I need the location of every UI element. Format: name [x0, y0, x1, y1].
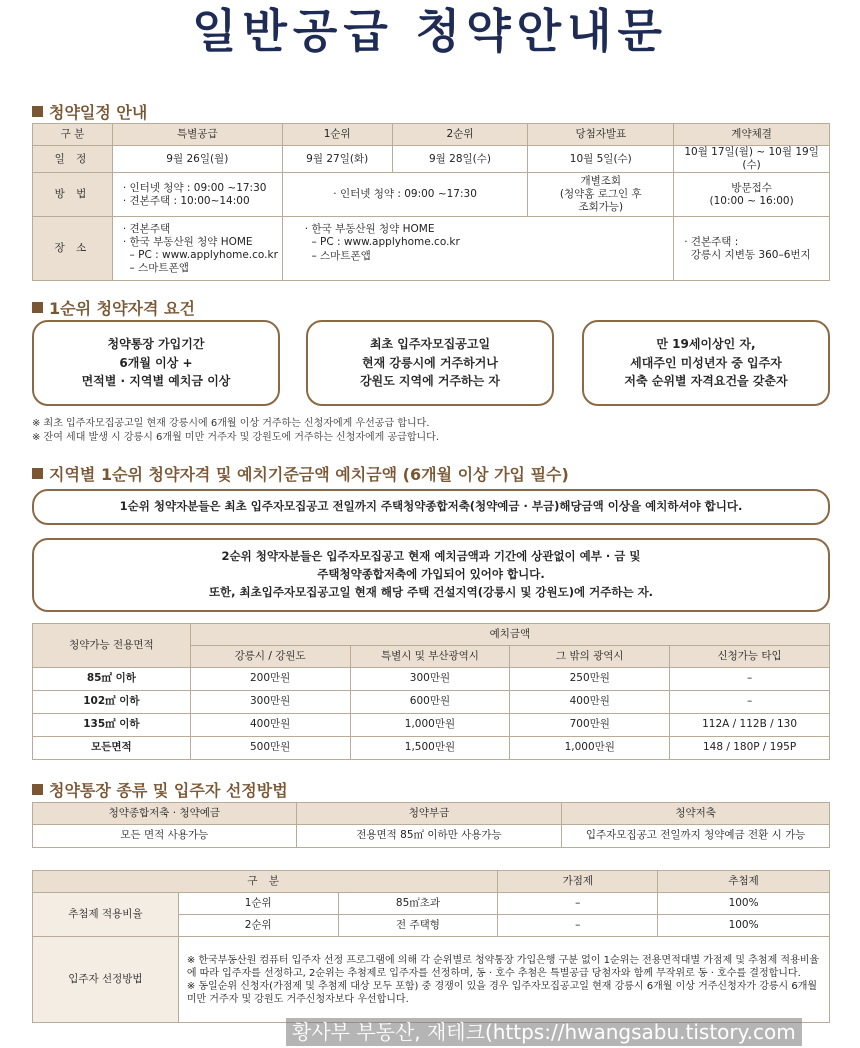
- ratio-label: 추첨제 적용비율: [33, 893, 179, 937]
- qualification-box-1: 청약통장 가입기간 6개월 이상 + 면적별 · 지역별 예치금 이상: [32, 320, 280, 406]
- sub-header: 강릉시 / 강원도: [190, 646, 350, 668]
- square-bullet-icon: [32, 302, 43, 313]
- date-cell: 9월 26일(월): [112, 146, 282, 173]
- area-cell: 85㎡ 이하: [33, 668, 191, 691]
- square-bullet-icon: [32, 106, 43, 117]
- date-cell: 10월 17일(월) ~ 10월 19일(수): [674, 146, 830, 173]
- type-cell: 전 주택형: [338, 915, 498, 937]
- amount-cell: 1,500만원: [350, 737, 510, 760]
- amount-cell: 600만원: [350, 691, 510, 714]
- section-qualification-heading: [32, 296, 195, 319]
- section-schedule-heading: [32, 100, 147, 123]
- method-line: · 인터넷 청약 : 09:00 ~17:30: [122, 181, 267, 194]
- area-cell: 135㎡ 이하: [33, 714, 191, 737]
- header-cell: 당첨자발표: [528, 124, 674, 146]
- section-label: 청약일정 안내: [49, 103, 148, 122]
- area-cell: 모든면적: [33, 737, 191, 760]
- section-label: 1순위 청약자격 요건: [49, 299, 195, 318]
- type-cell: 85㎡초과: [338, 893, 498, 915]
- method-text-cell: [178, 937, 829, 1023]
- schedule-table: [32, 123, 830, 281]
- table-row: [33, 714, 830, 737]
- header-cell: 1순위: [282, 124, 392, 146]
- qualification-note: ※ 잔여 세대 발생 시 강릉시 6개월 미만 거주자 및 강원도에 거주하는 신청자에게 공급합니다.: [32, 432, 440, 443]
- deposit-box-second-rank: 2순위 청약자분들은 입주자모집공고 현재 예치금액과 기간에 상관없이 예부 · 금 및 주택청약종합저축에 가입되어 있어야 합니다. 또한, 최초입주자모집공고일 현재 해당 주택 건설지역(강릉시 및 강원도)에 거주하는 자.: [32, 538, 830, 612]
- amount-cell: 1,000만원: [350, 714, 510, 737]
- method-line: · 견본주택 : 10:00~14:00: [122, 194, 250, 207]
- deposit-box-first-rank: 1순위 청약자분들은 최초 입주자모집공고 전일까지 주택청약종합저축(청약예금 · 부금)해당금액 이상을 예치하셔야 합니다.: [32, 489, 830, 525]
- qualification-box-3: 만 19세이상인 자, 세대주인 미성년자 중 입주자 저축 순위별 자격요건을 갖춘자: [582, 320, 830, 406]
- place-contract-cell: · 견본주택 : 강릉시 지변동 360–6번지: [674, 217, 830, 281]
- amount-cell: 700만원: [510, 714, 670, 737]
- header-cell: 구 분: [33, 124, 113, 146]
- type-cell: –: [670, 691, 830, 714]
- sub-header: 특별시 및 부산광역시: [350, 646, 510, 668]
- rank-cell: 2순위: [178, 915, 338, 937]
- lottery-cell: 100%: [658, 915, 830, 937]
- sub-header: 그 밖의 광역시: [510, 646, 670, 668]
- section-label: 지역별 1순위 청약자격 및 예치기준금액 예치금액 (6개월 이상 가입 필수): [49, 465, 569, 484]
- date-cell: 9월 27일(화): [282, 146, 392, 173]
- method-paragraph: ※ 한국부동산원 컴퓨터 입주자 선정 프로그램에 의해 각 순위별로 청약통장 가입은행 구분 없이 1순위는 전용면적대별 가점제 및 추첨제 적용비율에 따라 입주자를 선정하고, 2순위는 추첨제로 입주자를 선정하며, 동 · 호수 추첨은 특별공급 당첨자와 함께 무작위로 동 · 호수를 결정합니다.: [186, 954, 820, 979]
- table-row: [33, 691, 830, 714]
- watermark: 황사부 부동산, 재테크(https://hwangsabu.tistory.com: [286, 1018, 802, 1046]
- table-row: [33, 737, 830, 760]
- table-row: [33, 893, 830, 915]
- header-cell: 2순위: [392, 124, 528, 146]
- square-bullet-icon: [32, 468, 43, 479]
- place-rank-cell: · 한국 부동산원 청약 HOME – PC : www.applyhome.co.kr – 스마트폰앱: [282, 217, 673, 281]
- sub-header: 신청가능 타입: [670, 646, 830, 668]
- section-deposit-heading: [32, 462, 569, 485]
- area-cell: 102㎡ 이하: [33, 691, 191, 714]
- rank-cell: 1순위: [178, 893, 338, 915]
- section-account-heading: [32, 778, 288, 801]
- amount-header: 예치금액: [190, 624, 829, 646]
- selection-table: [32, 870, 830, 1023]
- account-value: 모든 면적 사용가능: [33, 825, 297, 848]
- deposit-table: [32, 623, 830, 760]
- method-winner-cell: 개별조회 (청약홈 로그인 후 조회가능): [528, 173, 674, 217]
- method-special-cell: [112, 173, 282, 217]
- type-cell: 112A / 112B / 130: [670, 714, 830, 737]
- account-header: 청약종합저축 · 청약예금: [33, 803, 297, 825]
- account-table: [32, 802, 830, 848]
- row-label: 방 법: [33, 173, 113, 217]
- method-label: 입주자 선정방법: [33, 937, 179, 1023]
- page-title: 일반공급 청약안내문: [192, 4, 668, 58]
- method-paragraph: ※ 동일순위 신청자(가점제 및 추첨제 대상 모두 포함) 중 경쟁이 있을 경우 입주자모집공고일 현재 강릉시 6개월 이상 거주신청자가 강릉시 6개월 미만 거주자 및 강원도 거주신청자보다 우선합니다.: [186, 980, 818, 1005]
- account-header: 청약부금: [296, 803, 562, 825]
- method-contract-cell: 방문접수 (10:00 ~ 16:00): [674, 173, 830, 217]
- header-cell: 특별공급: [112, 124, 282, 146]
- date-cell: 10월 5일(수): [528, 146, 674, 173]
- square-bullet-icon: [32, 784, 43, 795]
- point-cell: –: [498, 893, 658, 915]
- point-cell: –: [498, 915, 658, 937]
- amount-cell: 400만원: [190, 714, 350, 737]
- account-value: 전용면적 85㎡ 이하만 사용가능: [296, 825, 562, 848]
- table-row: [33, 668, 830, 691]
- amount-cell: 400만원: [510, 691, 670, 714]
- account-header: 청약저축: [562, 803, 830, 825]
- date-cell: 9월 28일(수): [392, 146, 528, 173]
- section-label: 청약통장 종류 및 입주자 선정방법: [49, 781, 288, 800]
- row-label: 일 정: [33, 146, 113, 173]
- qualification-box-2: 최초 입주자모집공고일 현재 강릉시에 거주하거나 강원도 지역에 거주하는 자: [306, 320, 554, 406]
- selection-header: 가점제: [498, 871, 658, 893]
- amount-cell: 300만원: [190, 691, 350, 714]
- row-label: 장 소: [33, 217, 113, 281]
- amount-cell: 500만원: [190, 737, 350, 760]
- type-cell: 148 / 180P / 195P: [670, 737, 830, 760]
- amount-cell: 1,000만원: [510, 737, 670, 760]
- amount-cell: 250만원: [510, 668, 670, 691]
- selection-header: 구 분: [33, 871, 498, 893]
- selection-header: 추첨제: [658, 871, 830, 893]
- method-rank-cell: · 인터넷 청약 : 09:00 ~17:30: [282, 173, 528, 217]
- header-cell: 계약체결: [674, 124, 830, 146]
- amount-cell: 200만원: [190, 668, 350, 691]
- place-special-cell: · 견본주택 · 한국 부동산원 청약 HOME – PC : www.applyhome.co.kr – 스마트폰앱: [112, 217, 282, 281]
- area-header: 청약가능 전용면적: [33, 624, 191, 668]
- amount-cell: 300만원: [350, 668, 510, 691]
- lottery-cell: 100%: [658, 893, 830, 915]
- account-value: 입주자모집공고 전일까지 청약예금 전환 시 가능: [562, 825, 830, 848]
- qualification-note: ※ 최초 입주자모집공고일 현재 강릉시에 6개월 이상 거주하는 신청자에게 우선공급 합니다.: [32, 418, 430, 429]
- type-cell: –: [670, 668, 830, 691]
